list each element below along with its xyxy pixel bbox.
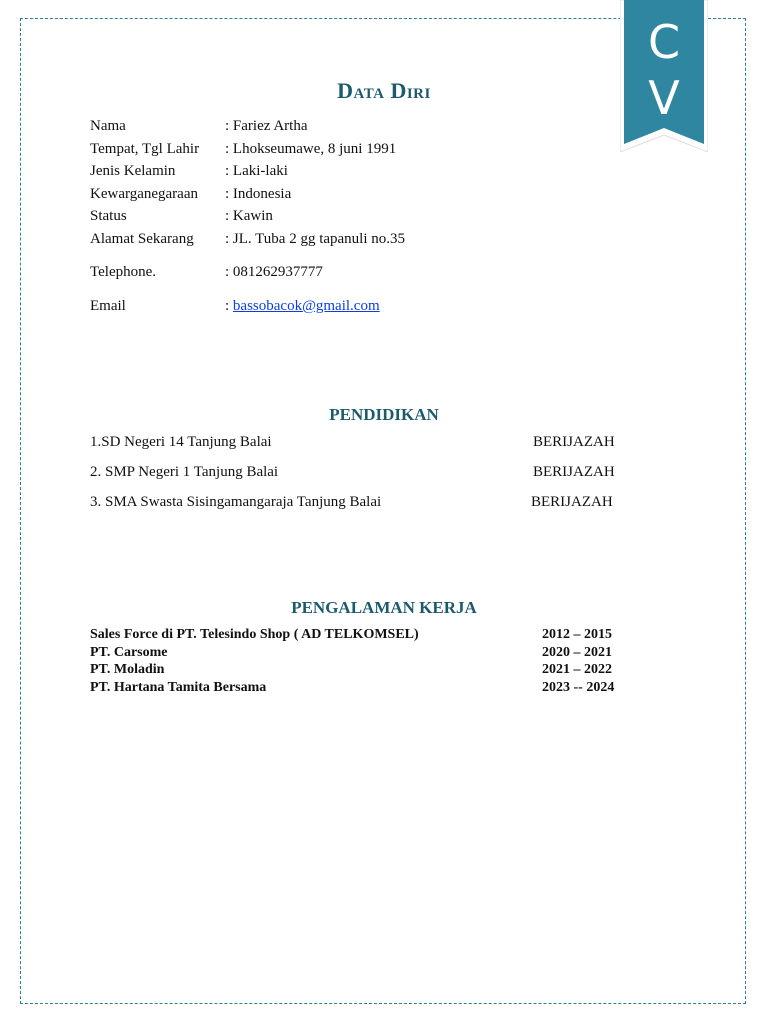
edu-status-sma: BERIJAZAH — [531, 494, 613, 510]
job-carsome-years: 2020 – 2021 — [542, 645, 612, 660]
edu-item-sd: 1.SD Negeri 14 Tanjung Balai — [90, 434, 272, 450]
job-telesindo-years: 2012 – 2015 — [542, 627, 612, 642]
job-hartana: PT. Hartana Tamita Bersama — [90, 680, 267, 695]
ribbon-letter-c: C — [647, 15, 681, 69]
status-label: Status — [90, 208, 127, 224]
edu-item-smp: 2. SMP Negeri 1 Tanjung Balai — [90, 464, 279, 480]
job-hartana-years: 2023 -- 2024 — [542, 680, 615, 695]
email-label: Email — [90, 298, 126, 314]
kewarganegaraan-label: Kewarganegaraan — [90, 186, 198, 202]
job-telesindo: Sales Force di PT. Telesindo Shop ( AD TELKOMSEL) — [90, 627, 419, 642]
email-link[interactable]: bassobacok@gmail.com — [232, 298, 380, 314]
email-prefix: : — [225, 298, 233, 314]
ribbon-letter-v: V — [648, 71, 680, 125]
alamat-label: Alamat Sekarang — [90, 231, 194, 247]
pengalaman-title: PENGALAMAN KERJA — [291, 598, 477, 617]
data-diri-title: Data Diri — [337, 78, 431, 103]
ttl-value: : Lhokseumawe, 8 juni 1991 — [225, 141, 397, 157]
cv-ribbon-letters — [624, 14, 704, 126]
nama-value: : Fariez Artha — [225, 118, 308, 134]
ttl-label: Tempat, Tgl Lahir — [90, 141, 200, 157]
edu-status-sd: BERIJAZAH — [533, 434, 615, 450]
jenis-kelamin-label: Jenis Kelamin — [90, 163, 176, 179]
email-value — [225, 298, 380, 315]
telephone-value: : 081262937777 — [225, 264, 323, 280]
edu-item-sma: 3. SMA Swasta Sisingamangaraja Tanjung Balai — [90, 494, 382, 510]
pendidikan-title: PENDIDIKAN — [329, 405, 439, 424]
kewarganegaraan-value: : Indonesia — [225, 186, 292, 202]
job-carsome: PT. Carsome — [90, 645, 168, 660]
job-moladin-years: 2021 – 2022 — [542, 662, 612, 677]
jenis-kelamin-value: : Laki-laki — [225, 163, 288, 179]
job-moladin: PT. Moladin — [90, 662, 165, 677]
edu-status-smp: BERIJAZAH — [533, 464, 615, 480]
status-value: : Kawin — [225, 208, 273, 224]
alamat-value: : JL. Tuba 2 gg tapanuli no.35 — [225, 231, 406, 247]
nama-label: Nama — [90, 118, 126, 134]
telephone-label: Telephone. — [90, 264, 157, 280]
